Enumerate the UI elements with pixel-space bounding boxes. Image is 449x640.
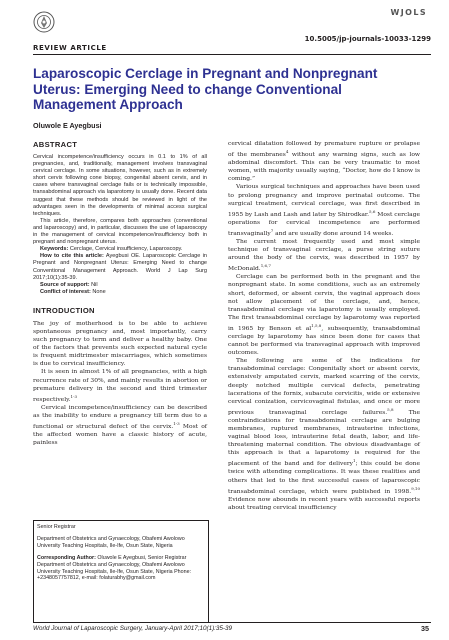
keywords: Keywords: Cerclage, Cervical insufficiency, Laparoscopy.: [40, 246, 183, 253]
right-column: [228, 140, 420, 512]
article-title: Laparoscopic Cerclage in Pregnant and Nonpregnant Uterus: Emerging Need to change Conventional Management Approach: [33, 66, 378, 112]
author: Oluwole E Ayegbusi: [33, 121, 102, 130]
journal-logo-icon: [33, 11, 55, 33]
source-of-support: Source of support: Nil: [40, 281, 98, 288]
body-paragraph: The joy of motherhood is to be able to achieve spontaneous pregnancy and, most importantly, carry such pregnancy to term and deliver a healthy baby. One of the factors that prevents such expected natural cycle is frequent midtrimester miscarriages, which sometimes is due to cervical insufficiency.: [33, 319, 207, 368]
abstract-paragraph: Cervical incompetence/insufficiency occurs in 0.1 to 1% of all pregnancies, and, traditionally, management involves transvaginal cervical cerclage. In some situations, however, such as in extremely short cervix following cone biopsy, congenital absent cervix, and in cases where transvaginal cerclage fails or is technically impossible, transabdominal approach via laparotomy is usually done. Recent data suggest that these methods should be reviewed in light of the advantages seen in the developments of minimal access surgical techniques.: [33, 154, 207, 217]
abstract: [33, 140, 207, 296]
body-paragraph: Cerclage can be performed both in the pregnant and the nonpregnant state. In some conditions, such as an extremely short, deformed, or absent cervix, the vaginal approach does not allow placement of the cerclage, and, hence, transabdominal cerclage via laparotomy is usually employed. The first transabdominal cerclage by laparotomy was reported in 1965 by Benson et al$^{1,5,8}$, subsequently, transabdominal cerclage by laparotomy has since been done for cases that cannot be performed via transvaginal approach with improved outcomes.: [228, 273, 420, 357]
abstract-heading: ABSTRACT: [33, 140, 78, 149]
author-role: Senior Registrar: [37, 524, 76, 530]
body-paragraph: Cervical incompetence/insufficiency can be described as the inability to endure a pregnancy till term due to a functional or structural defect of the cervix.$^{1-3}$ Most of the affected women have a classic history of acute, painless: [33, 403, 207, 447]
footer-rule: [33, 622, 431, 623]
author-department: Department of Obstetrics and Gynaecology, Obafemi Awolowo University Teaching Hospitals, Ile-Ife, Osun State, Nigeria: [37, 535, 185, 549]
introduction-heading: INTRODUCTION: [33, 305, 95, 315]
body-paragraph: cervical dilatation followed by premature rupture or prolapse of the membranes$^4$ without any warning signs, such as low abdominal discomfort. This can be very traumatic to most women, with majority usually saying, “Doctor, how do I know is coming.”: [228, 140, 420, 183]
corresponding-author: Corresponding Author: Oluwole E Ayegbusi, Senior Registrar Department of Obstetrics and Gynaecology, Obafemi Awolowo University Teaching Hospitals, Ile-Ife, Osun State, Nigeria Phone: +2348057757812, e-mail: folaturabhy@gmail.com: [37, 554, 192, 582]
abstract-paragraph: This article, therefore, compares both approaches (conventional and laparoscopy) and, in particular, discusses the use of laparoscopy in the management of cervical incompetence/insufficiency both in pregnant and nonpregnant uterus.: [33, 217, 207, 246]
article-type: REVIEW ARTICLE: [33, 44, 107, 52]
page-number: 35: [421, 624, 429, 633]
header-rule: [33, 54, 431, 55]
header-band: [0, 0, 449, 26]
body-paragraph: The current most frequently used and most simple technique of transvaginal cerclage, a purse string suture around the body of the cervix, was described in 1957 by McDonald.$^{1,6,7}$: [228, 237, 420, 273]
journal-abbrev: WJOLS: [390, 8, 427, 17]
body-paragraph: It is seen in almost 1% of all pregnancies, with a high recurrence rate of 30%, and mainly results in abortion or premature delivery in the second and third trimester respectively.$^{1-3}$: [33, 368, 207, 403]
body-paragraph: Various surgical techniques and approaches have been used to prolong pregnancy and improve perinatal outcome. The surgical treatment, cervical cerclage, was first described in 1955 by Lash and Lash and later by Shirodkar.$^{5,6}$ Most cerclage operations for cervical incompetence are performed transvaginally$^7$ and are usually done around 14 weeks.: [228, 183, 421, 237]
how-to-cite: How to cite this article: Ayegbusi OE. Laparoscopic Cerclage in Pregnant and Nonpregnant Uterus: Emerging Need to change Conventional Management Approach. World J Lap Surg 2017;10(1):35-39.: [33, 253, 208, 281]
left-column: [33, 140, 207, 447]
footer-journal: World Journal of Laparoscopic Surgery, January-April 2017;10(1):35-39: [33, 625, 233, 632]
introduction: [33, 306, 207, 447]
conflict-of-interest: Conflict of interest: None: [40, 288, 106, 295]
doi[interactable]: 10.5005/jp-journals-10033-1299: [304, 35, 431, 43]
affiliation-box: [33, 520, 209, 623]
body-paragraph: The following are some of the indications for transabdominal cerclage: Congenitally short or absent cervix, extensively amputated cervix, marked scarring of the cervix, deeply notched multiple cervical defects, penetrating lacerations of the fornix, subacute cervicitis, wide or extensive cervical conization, cervicovaginal fistulas, and once or more previous transvaginal cerclage failures.$^{5,8}$ The contraindications for transabdominal cerclage are bulging membranes, ruptured membranes, intrauterine infections, vaginal blood loss, intrauterine fetal death, labor, and life-threatening maternal condition. The obvious disadvantage of this approach is that a laparotomy is required for the placement of the band and for delivery$^1$; this could be done twice with attending complications. It was these realities and others that led to the first successful cases of laparoscopic transabdominal cerclage, which were published in 1998.$^{9,10}$ Evidence now abounds in recent years with successful reports about treating cervical insufficiency: [228, 357, 420, 511]
